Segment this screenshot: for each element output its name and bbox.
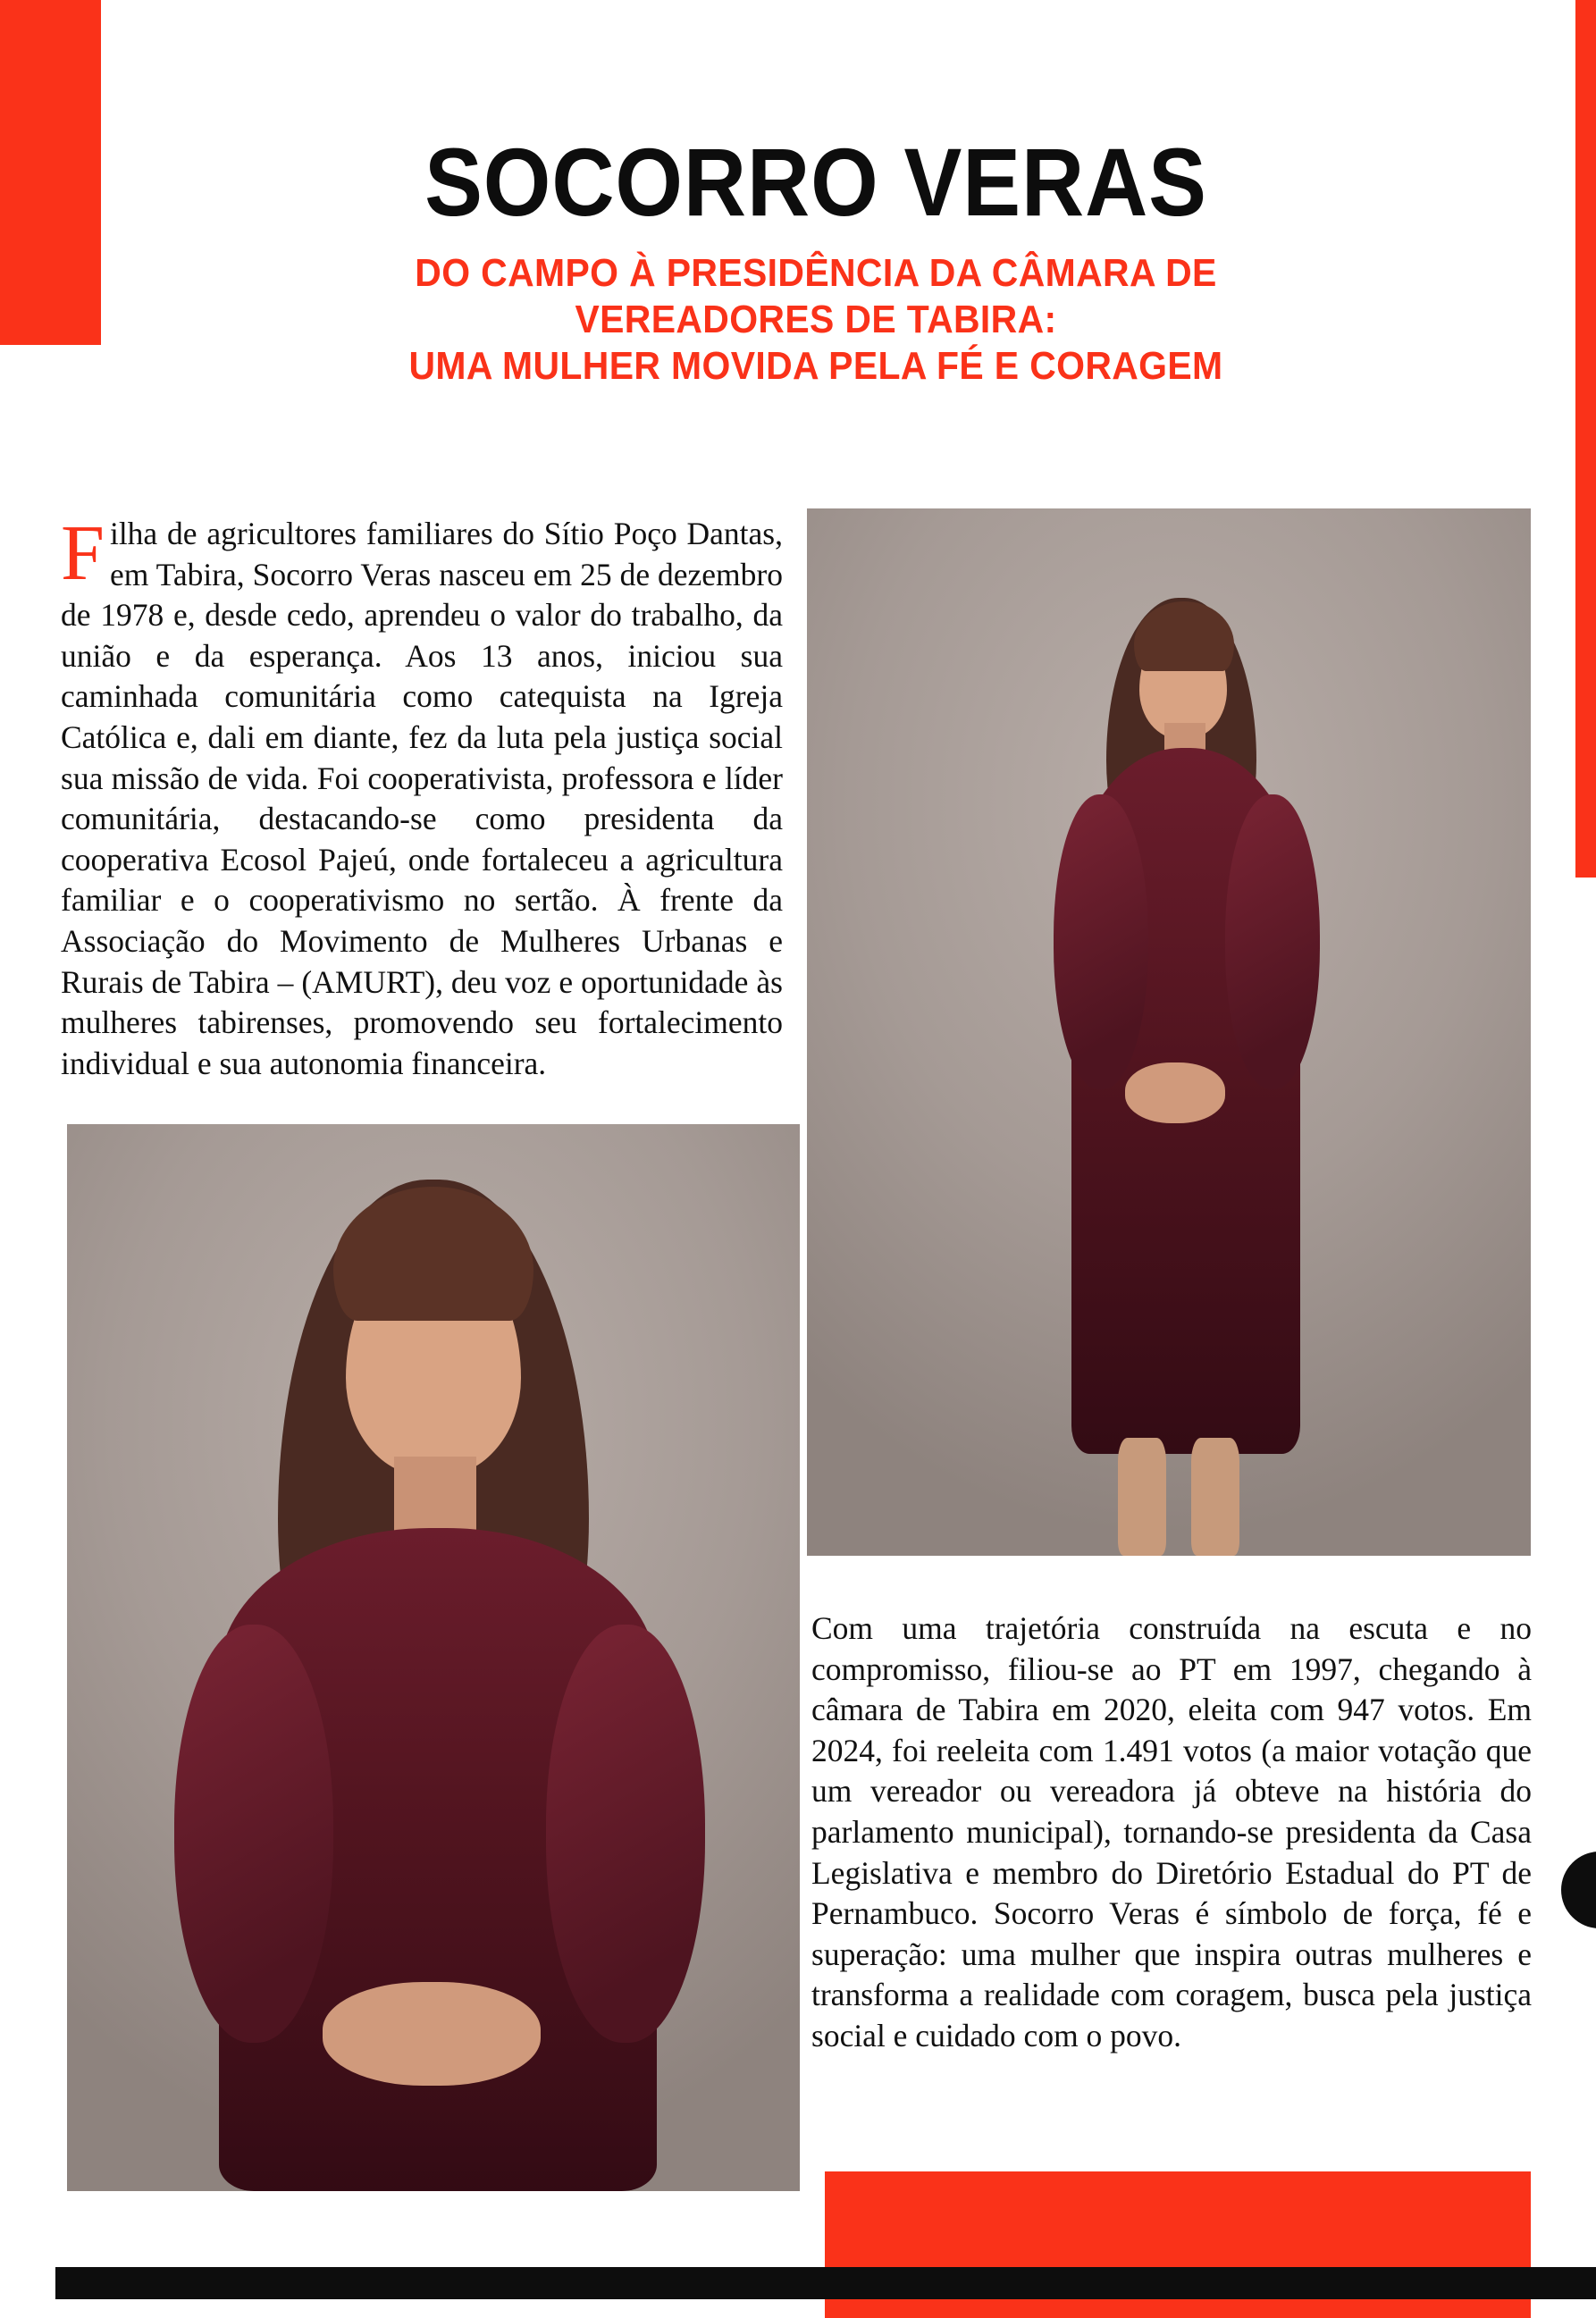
article-paragraph-1: ilha de agricultores familiares do Sítio Poço Dantas, em Tabira, Socorro Veras nasceu em 25 de dezembro de 1978 e, desde cedo, aprendeu o valor do trabalho, da união e da esperança. Aos 13 anos, iniciou sua caminhada comunitária como catequista na Igreja Católica e, dali em diante, fez da luta pela justiça social sua missão de vida. Foi cooperativista, professora e líder comunitária, destacando-se como presidenta da cooperativa Ecosol Pajeú, onde fortaleceu a agricultura familiar e o cooperativismo no sertão. À frente da Associação do Movimento de Mulheres Urbanas e Rurais de Tabira – (AMURT), deu voz e oportunidade às mulheres tabirenses, promovendo seu fortalecimento individual e sua autonomia financeira. <box>61 516 783 1081</box>
portrait-photo-half-body <box>67 1124 800 2191</box>
portrait-photo-full-body <box>807 508 1531 1556</box>
figure-sleeve-left <box>174 1625 333 2043</box>
figure-leg-right <box>1191 1438 1239 1556</box>
drop-cap: F <box>61 510 105 597</box>
article-body-right-column <box>811 1608 1532 2057</box>
article-paragraph-2: Com uma trajetória construída na escuta e no compromisso, filiou-se ao PT em 1997, chegando à câmara de Tabira em 2020, eleita com 947 votos. Em 2024, foi reeleita com 1.491 votos (a maior votação que um vereador ou vereadora já obteve na história do parlamento municipal), tornando-se presidenta da Casa Legislativa e membro do Diretório Estadual do PT de Pernambuco. Socorro Veras é símbolo de força, fé e superação: uma mulher que inspira outras mulheres e transforma a realidade com coragem, busca pela justiça social e cuidado com o povo. <box>811 1610 1532 2054</box>
subtitle-line-3: UMA MULHER MOVIDA PELA FÉ E CORAGEM <box>408 343 1223 388</box>
article-body-left-column <box>61 510 783 1085</box>
figure-leg-left <box>1118 1438 1166 1556</box>
decor-black-bar-bottom <box>55 2267 1596 2299</box>
page-title: SOCORRO VERAS <box>424 128 1207 236</box>
decor-red-bar-right-edge <box>1575 0 1596 878</box>
article-subtitle <box>151 250 1481 390</box>
figure-sleeve-right <box>546 1625 705 2043</box>
subtitle-line-1: DO CAMPO À PRESIDÊNCIA DA CÂMARA DE <box>415 251 1217 295</box>
subtitle-line-2: VEREADORES DE TABIRA: <box>575 297 1057 341</box>
article-header <box>101 128 1531 390</box>
decor-red-bar-top-left <box>0 0 101 345</box>
figure-hands <box>1125 1062 1225 1123</box>
figure-hands <box>323 1982 541 2086</box>
decor-black-circle <box>1561 1852 1596 1928</box>
figure-sleeve-right <box>1225 794 1320 1089</box>
figure-sleeve-left <box>1054 794 1148 1089</box>
